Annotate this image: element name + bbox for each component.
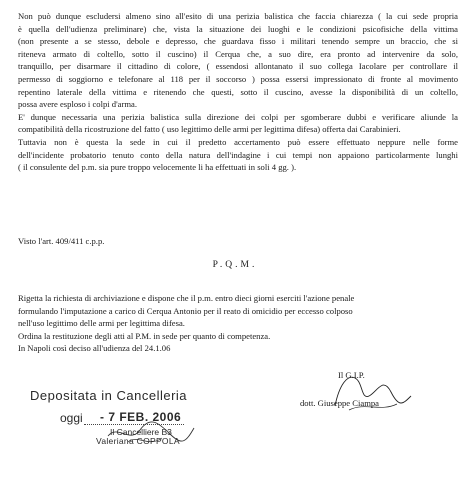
text-line: (non presente a se stesso, debole e depresso, che guardava fisso i militari tenendo sempre un braccio, che si — [18, 36, 458, 47]
signature-name: dott. Giuseppe Ciampa — [300, 398, 380, 408]
text-line: formulando l'imputazione a carico di Cerqua Antonio per il reato di omicidio per eccesso colposo — [18, 305, 353, 316]
text-line: Tuttavia non è questa la sede in cui il predetto accertamento può essere effettuato neppure nelle forme — [18, 136, 458, 147]
text-line: permesso di soggiorno e telefonare al 118 per il soccorso ) possa essersi impressionato di fronte al movimento — [18, 73, 458, 84]
ruling-paragraph — [18, 292, 458, 355]
text-line: Non può dunque escludersi almeno sino all'esito di una perizia balistica che faccia chiarezza ( la cui sede propria — [18, 11, 458, 21]
deposit-stamp-date: - 7 FEB. 2006 — [100, 410, 182, 424]
pqm-heading: P.Q.M. — [212, 260, 258, 270]
text-line: compatibilità della ricostruzione del fatto ( uso legittimo delle armi per legittima difesa) offerta dai Carabinieri. — [18, 124, 401, 135]
text-line: è quella dell'udienza preliminare) che, vista la situazione dei luoghi e le condizioni psicofisiche della vittima — [18, 23, 458, 34]
text-line: tranquillo, per disarmare il cittadino di colore, ( essendosi allontanato il suo collega Iacolare per controllare il — [18, 61, 458, 72]
text-line: nell'uso legittimo delle armi per legittima difesa. — [18, 318, 185, 329]
text-line: possa avere esploso i colpi d'arma. — [18, 99, 137, 110]
deposit-stamp-oggi: oggi — [60, 411, 83, 425]
text-line: E' dunque necessaria una perizia balistica sulla direzione dei colpi per sgomberare dubbi e verificare aliunde la — [18, 111, 458, 122]
text-line: dell'incidente probatorio tenuto conto della natura dell'indagine i cui tempi non appaiono particolarmente lunghi — [18, 149, 458, 160]
text-line: Ordina la restituzione degli atti al P.M. in sede per quanto di competenza. — [18, 330, 271, 341]
legal-reference: Visto l'art. 409/411 c.p.p. — [18, 236, 105, 246]
deposit-stamp-clerk-name: Valeriana COPPOLA — [96, 436, 180, 446]
text-line: ( il consulente del p.m. sia pure troppo velocemente li ha effettuati in soli 4 gg. ). — [18, 162, 297, 173]
text-line: Rigetta la richiesta di archiviazione e dispone che il p.m. entro dieci giorni eserciti l'azione penale — [18, 293, 355, 303]
text-line: In Napoli così deciso all'udienza del 24.1.06 — [18, 343, 171, 354]
text-line: repentino laterale della vittima e ritenendo che questi, sotto il cuscino, avesse la disponibilità di un coltello, — [18, 86, 458, 97]
signature-role: Il G.I.P. — [338, 370, 365, 380]
text-line: riteneva armato di coltello, sotto il cuscino) il Cerqua che, a suo dire, era pronto ad intervenire da solo, — [18, 48, 458, 59]
body-paragraph-1 — [18, 10, 458, 174]
deposit-stamp-title: Depositata in Cancelleria — [30, 388, 188, 403]
deposit-stamp-clerk-title: Il Cancelliere B3 — [110, 427, 172, 437]
